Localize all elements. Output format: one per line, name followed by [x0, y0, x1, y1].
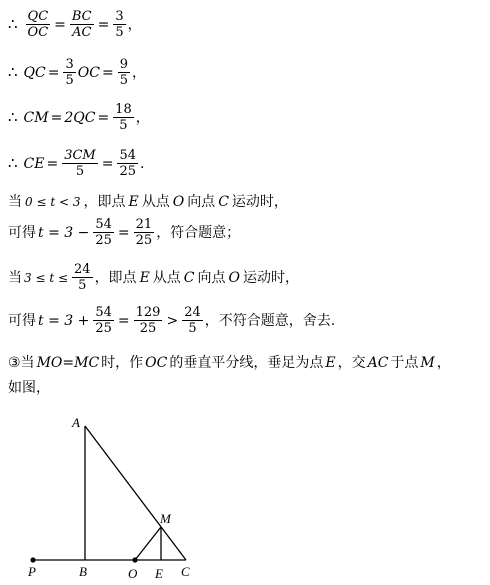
fraction: $\frac{3}{5}$ — [65, 57, 74, 88]
line-5: 当 0 ≤ t < 3 ，即点 E 从点 O 向点 C 运动时， — [8, 194, 288, 210]
fraction: $\frac{9}{5}$ — [119, 57, 128, 88]
fraction: $\frac{21}{25}$ — [135, 217, 153, 248]
fraction: $\frac{24}{5}$ — [74, 262, 91, 293]
fraction: $\frac{24}{5}$ — [184, 305, 201, 336]
line-9: ③当 MO=MC 时，作 OC 的垂直平分线，垂足为点 E ，交 AC 于点 M ， — [8, 355, 451, 371]
label-M: M — [160, 511, 171, 526]
line-3: ∴ CM = 2QC = $\frac{18}{5}$ ， — [8, 102, 150, 133]
fraction: $\frac{54}{25}$ — [95, 217, 112, 248]
segment-AC — [85, 426, 186, 560]
fraction: $\frac{3CM}{5}$ — [64, 148, 96, 179]
therefore-symbol: ∴ — [8, 154, 18, 172]
fraction: $\frac{18}{5}$ — [115, 102, 132, 133]
label-C: C — [181, 564, 190, 579]
fraction: $\frac{54}{25}$ — [95, 305, 112, 336]
point-O — [132, 557, 137, 562]
label-B: B — [79, 564, 87, 579]
therefore-symbol: ∴ — [8, 15, 18, 33]
line-7: 当 3 ≤ t ≤ $\frac{24}{5}$ ，即点 E 从点 C 向点 O 运动时， — [8, 262, 299, 293]
line-8: 可得 t = 3 + $\frac{54}{25}$ = $\frac{129}{25}$ > $\frac{24}{5}$ ，不符合题意，舍去. — [8, 305, 336, 336]
therefore-symbol: ∴ — [8, 108, 18, 126]
label-O: O — [128, 566, 138, 581]
line-10: 如图， — [8, 380, 50, 396]
point-P — [30, 557, 35, 562]
line-4: ∴ CE = $\frac{3CM}{5}$ = $\frac{54}{25}$ . — [8, 148, 145, 179]
segment-OM — [135, 527, 161, 560]
fraction: $\frac{3}{5}$ — [115, 9, 124, 40]
fraction: $\frac{54}{25}$ — [119, 148, 137, 179]
fraction: $\frac{BC}{AC}$ — [71, 9, 92, 40]
line-2: ∴ QC = $\frac{3}{5}$ OC = $\frac{9}{5}$ ， — [8, 57, 146, 88]
fraction: $\frac{QC}{OC}$ — [27, 9, 49, 40]
therefore-symbol: ∴ — [8, 63, 18, 81]
label-P: P — [28, 564, 36, 579]
fraction: $\frac{129}{25}$ — [135, 305, 161, 336]
line-6: 可得 t = 3 − $\frac{54}{25}$ = $\frac{21}{25}$ ，符合题意； — [8, 217, 241, 248]
line-1: ∴ $\frac{QC}{OC}$ = $\frac{BC}{AC}$ = $\frac{3}{5}$ ， — [8, 9, 142, 40]
label-A: A — [72, 415, 80, 430]
label-E: E — [155, 566, 163, 581]
